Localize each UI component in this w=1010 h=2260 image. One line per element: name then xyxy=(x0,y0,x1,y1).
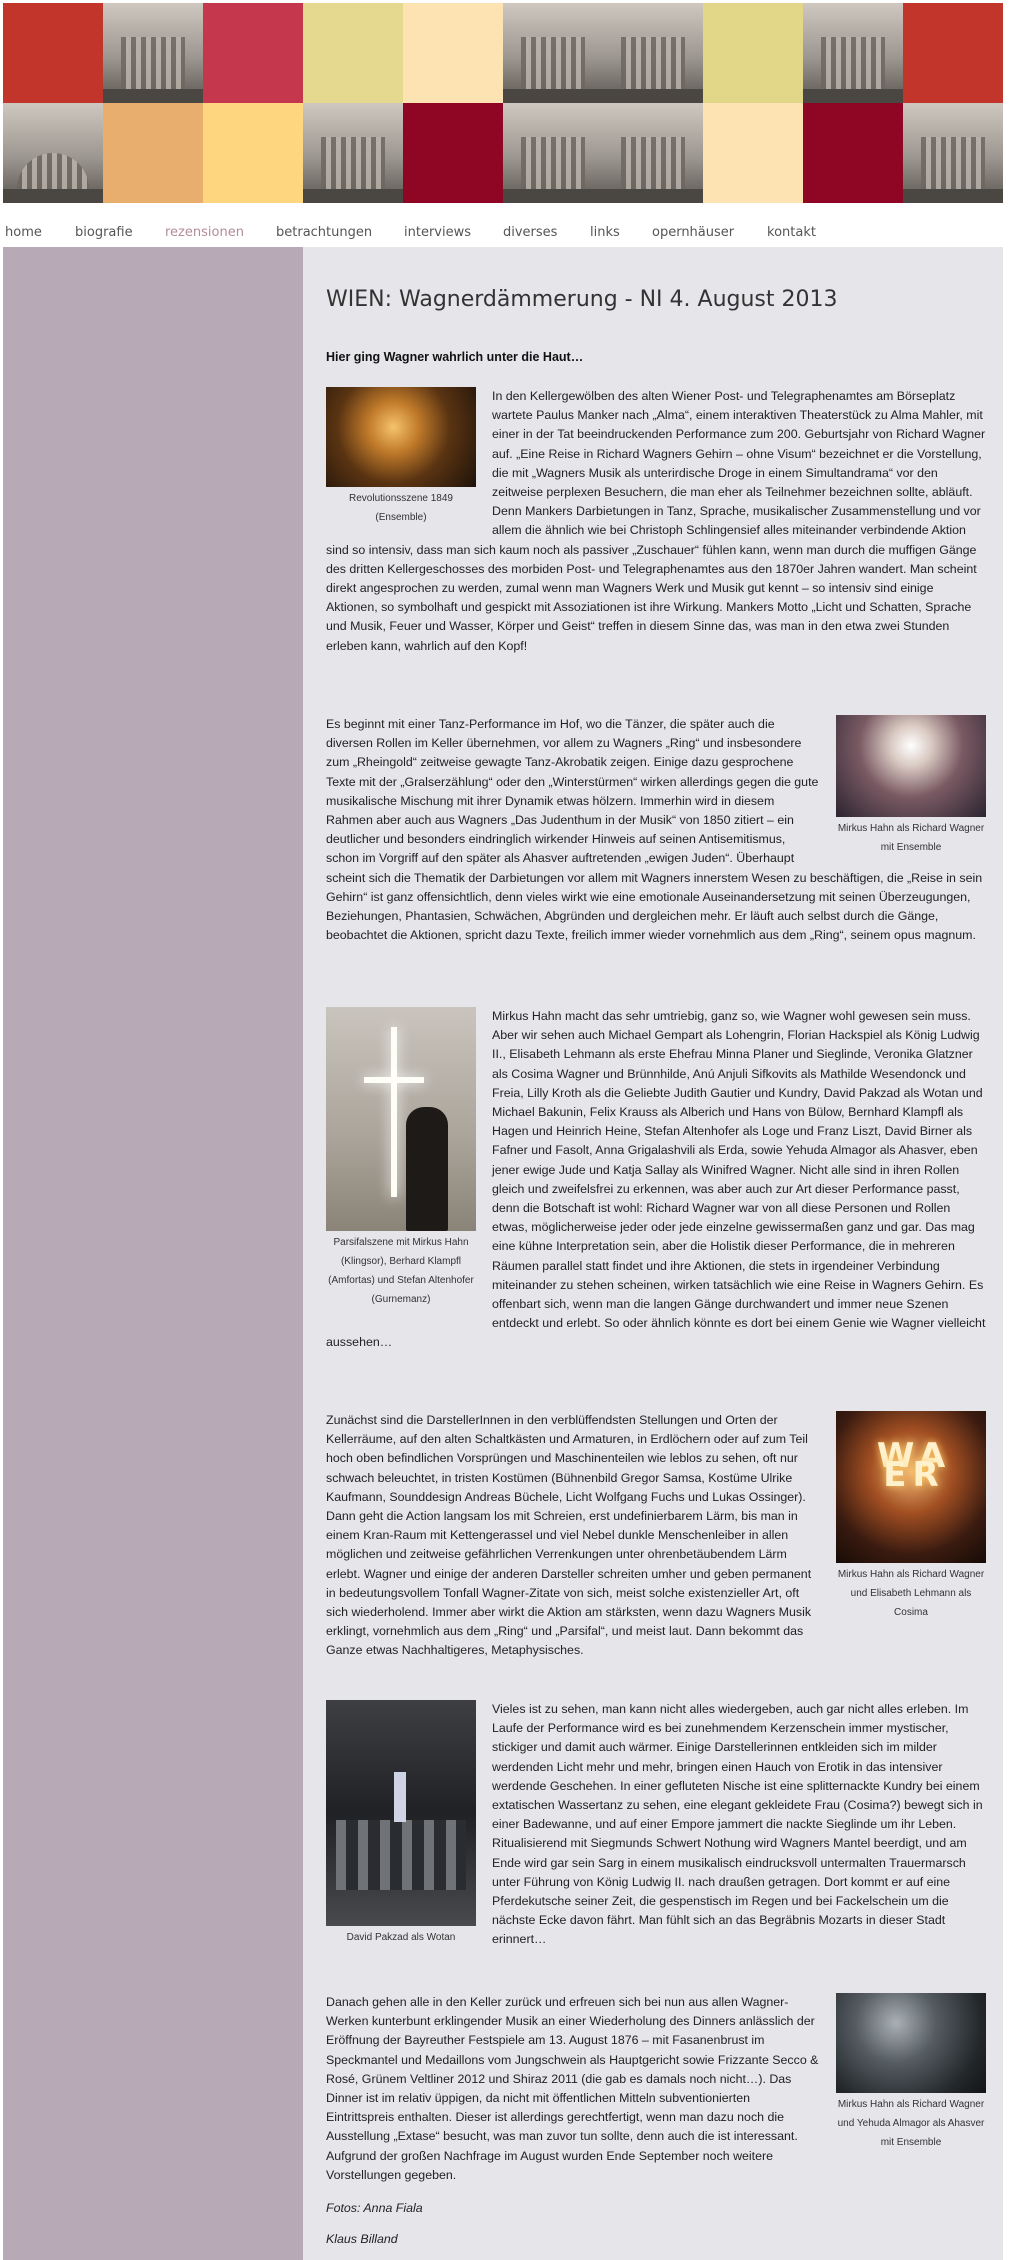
photo-hahn-ensemble xyxy=(836,715,986,817)
nav-links[interactable]: links xyxy=(590,225,620,240)
figure-caption: David Pakzad als Wotan xyxy=(346,1932,456,1943)
left-sidebar xyxy=(3,247,303,2260)
article-paragraph-4 xyxy=(326,1411,986,1661)
figure-caption: Parsifalszene mit Mirkus Hahn (Klingsor), Berhard Klampfl (Amfortas) und Stefan Altenhofer (Gurnemanz) xyxy=(328,1237,474,1305)
color-tile xyxy=(903,3,1003,103)
figure-caption: Mirkus Hahn als Richard Wagner und Elisabeth Lehmann als Cosima xyxy=(837,1569,985,1618)
article-subtitle: Hier ging Wagner wahrlich unter die Haut… xyxy=(326,350,584,364)
nav-rezensionen[interactable]: rezensionen xyxy=(165,225,244,240)
nav-diverses[interactable]: diverses xyxy=(503,225,558,240)
building-pink-photo xyxy=(603,103,703,203)
nav-opernhaeuser[interactable]: opernhäuser xyxy=(652,225,735,240)
author: Klaus Billand xyxy=(326,2232,398,2246)
page xyxy=(3,3,1003,2260)
paragraph-text: Es beginnt mit einer Tanz-Performance im Hof, wo die Tänzer, die später auch die diversen Rollen im Keller übernehmen, vor allem zu Wagners „Ring“ und insbesondere zum „Rheingold“ zeitweise gewagte Tanz-Akrobatik zeigen. Einige dazu gesprochene Texte mit der „Gralserzählung“ oder den „Winterstürmen“ wirken allerdings gegen die gute musikalische Mischung mit ihrer Dynamik etwas hölzern. Immerhin wird in diesem Rahmen aber auch aus Wagners „Das Judenthum in der Musik“ von 1850 zitiert – ein deutlicher und besonders eindringlich wirkender Hinweis auf seinen Antisemitismus, schon im Vorgriff auf den später als Ahasver auftretenden „ewigen Juden“. Überhaupt scheint sich die Thematik der Darbietungen vor allem mit Wagners innerstem Wesen zu beschäftigen, die „Reise in sein Gehirn“ ist ganz offensichtlich, denn vieles wirkt wie eine emotionale Auseinandersetzung mit seinen Überzeugungen, Beziehungen, Phantasien, Schwächen, Abgründen und dergleichen mehr. Er läuft auch selbst durch die Gänge, beobachtet die Aktionen, spricht dazu Texte, freilich immer wieder vornehmlich aus dem „Ring“, seinem opus magnum. xyxy=(326,717,983,943)
street-photo xyxy=(503,103,603,203)
article-paragraph-3 xyxy=(326,1007,986,1353)
nav-interviews[interactable]: interviews xyxy=(404,225,471,240)
color-tile xyxy=(303,3,403,103)
photo-parsifalszene xyxy=(326,1007,476,1231)
pink-theater-photo xyxy=(303,103,403,203)
figure-hahn-lehmann xyxy=(836,1411,986,1622)
photo-revolutionsszene xyxy=(326,387,476,487)
color-tile xyxy=(203,103,303,203)
paragraph-text: Vieles ist zu sehen, man kann nicht alles wiedergeben, auch gar nicht alles erleben. Im Laufe der Performance wird es bei zunehmendem Kerzenschein immer mystischer, stickiger und damit auch wärmer. Einige Darstellerinnen entkleiden sich im milder werdenden Licht mehr und mehr, bringen einen Hauch von Erotik in das intensiver werdende Geschehen. In einer gefluteten Nische ist eine splitternackte Kundry bei einem extatischen Wassertanz zu sehen, eine elegant gekleidete Frau (Cosima?) bewegt sich in einer Badewanne, und auf einer Empore jammert die nackte Sieglinde um ihr Leben. Ritualisierend mit Siegmunds Schwert Nothung wird Wagners Mantel beerdigt, und am Ende wird gar sein Sarg in einem musikalisch eindrucksvoll untermalten Trauermarsch unter Führung von König Ludwig II. nach draußen getragen. Dort kommt er auf eine Pferdekutsche seiner Zeit, die gespenstisch im Regen und bei Fackelschein um die nächste Ecke davon fährt. Man fühlt sich an das Begräbnis Mozarts in dieser Stadt erinnert… xyxy=(492,1702,983,1947)
paragraph-text: Danach gehen alle in den Keller zurück und erfreuen sich bei nun aus allen Wagner-Werken kunterbunt erklingender Musik an einer Wiederholung des Dinners anlässlich der Eröffnung der Bayreuther Festspiele am 13. August 1876 – mit Fasanenbrust im Speckmantel und Medaillons vom Jungschwein als Hauptgericht sowie Frizzante Secco & Rosé, Grünem Veltliner 2012 und Shiraz 2011 (die gab es damals noch nicht…). Das Dinner ist im relativ üppigen, da nicht mit öffentlichen Mitteln subventionierten Eintrittspreis enthalten. Dieser ist allerdings gerechtfertigt, wenn man dazu noch die Ausstellung „Extase“ besucht, was man zuvor tun sollte, denn auch die ist interessant. Aufgrund der großen Nachfrage im August wurden Ende September noch weitere Vorstellungen gegeben. xyxy=(326,1995,819,2182)
paragraph-text: In den Kellergewölben des alten Wiener Post- und Telegraphenamtes am Börseplatz wartete Paulus Manker nach „Alma“, einem interaktiven Theaterstück zu Alma Mahler, mit einer in der Tat beeindruckenden Performance zum 200. Geburtsjahr von Richard Wagner auf. „Eine Reise in Richard Wagners Gehirn – ohne Visum“ bezeichnet er die Vorstellung, die mit „Wagners Musik als unterirdische Droge in einem Simultandrama“ vor den zeitweise perplexen Besuchern, die man eher als Teilnehmer bezeichnen sollte, abläuft. Denn Mankers Darbietungen in Tanz, Sprache, musikalischer Zusammenstellung und vor allem die ähnlich wie bei Christoph Schlingensief alles miteinander verbindende Aktion sind so intensiv, dass man sich kaum noch als passiver „Zuschauer“ fühlen kann, wenn man durch die muffigen Gänge des dritten Kellergeschosses des morbiden Post- und Telegraphenamtes aus den 1870er Jahren wandert. Man scheint direkt angesprochen zu werden, zumal wenn man Wagners Werk und Musik gut kennt – so intensiv sind einige Aktionen, so symbolhaft und gespickt mit Assoziationen ist ihre Wirkung. Mankers Motto „Licht und Schatten, Sprache und Musik, Feuer und Wasser, Körper und Geist“ treffen in diesem Sinne das, was man in den etwa zwei Stunden erleben kann, wahrlich auf den Kopf! xyxy=(326,389,986,653)
article-paragraph-2 xyxy=(326,715,986,945)
figure-revolutionsszene xyxy=(326,387,476,527)
article-title: WIEN: Wagnerdämmerung - NI 4. August 2013 xyxy=(326,287,838,312)
nav-betrachtungen[interactable]: betrachtungen xyxy=(276,225,373,240)
photo-graffiti-text: WA ER xyxy=(876,1436,952,1496)
opera-flurt-photo xyxy=(603,3,703,103)
nav-kontakt[interactable]: kontakt xyxy=(767,225,816,240)
figure-caption: Mirkus Hahn als Richard Wagner und Yehuda Almagor als Ahasver mit Ensemble xyxy=(837,2099,985,2148)
nav-biografie[interactable]: biografie xyxy=(75,225,133,240)
figure-caption: Revolutionsszene 1849 (Ensemble) xyxy=(349,493,453,523)
opera-house-photo xyxy=(103,3,203,103)
paragraph-text: Mirkus Hahn macht das sehr umtriebig, ganz so, wie Wagner wohl gewesen sein muss. Aber wir sehen auch Michael Gempart als Lohengrin, Florian Hackspiel als König Ludwig II., Elisabeth Lehmann als erste Ehefrau Minna Planer und Sieglinde, Veronika Glatzner als Cosima Wagner und Brünnhilde, Anú Anjuli Sifkovits als Mathilde Wesendonck und Freia, Lilly Kroth als die Geliebte Judith Gautier und Kundry, David Pakzad als Wotan und Michael Bakunin, Felix Krauss als Alberich und Hans von Bülow, Bernhard Klampfl als Hagen und Heinrich Heine, Stefan Altenhofer als Loge und Franz Liszt, David Birner als Fafner und Fasolt, Anna Grigalashvili als Erda, sowie Yehuda Almagor als Ahasver, eben jener ewige Jude und Katja Sallay als Winifred Wagner. Nicht alle sind in ihren Rollen gleich und zweifelsfrei zu erkennen, was aber auch zur Art dieser Performance passt, denn die Botschaft ist wohl: Richard Wagner war von all diese Personen und Rollen etwas, möglicherweise jeder oder jede einzelne gewissermaßen ganz und gar. Das mag eine kühne Interpretation sein, aber die Holistik dieser Performance, die in mehreren Räumen parallel statt findet und ihre Aktionen, die stets in irgendeiner Verbindung miteinander zu stehen scheinen, wirken tatsächlich wie eine Reise in Wagners Gehirn. Es offenbart sich, wenn man die langen Gänge durchwandert und immer neue Szenen entdeckt und erlebt. So oder ähnlich könnte es dort bei einem Genie wie Wagner vielleicht aussehen… xyxy=(326,1009,986,1350)
color-tile xyxy=(703,3,803,103)
figure-parsifalszene xyxy=(326,1007,476,1309)
paragraph-text: Zunächst sind die DarstellerInnen in den verblüffendsten Stellungen und Orten der Kellerräume, auf den alten Schaltkästen und Armaturen, in Erdlöchern oder auf zum Teil hoch oben befindlichen Vorsprüngen und Maschinenteilen wie leblos zu sehen, oft nur schwach beleuchtet, in tristen Kostümen (Bühnenbild Gregor Samsa, Kostüme Ulrike Kaufmann, Sounddesign Andreas Büchele, Licht Wolfgang Fuchs und Lukas Ossinger). Dann geht die Action langsam los mit Schreien, erst undefinierbarem Lärm, bis man in einem Kran-Raum mit Kettengerassel und viel Nebel dunkle Menschenleiber in allen möglichen und zeitweise gefährlichen Verrenkungen unter ohrenbetäubendem Lärm erlebt. Wagner und einige der anderen Darsteller schreiten umher und geben permanent in bedeutungsvollem Tonfall Wagner-Zitate von sich, meist solche existenzieller Art, oft sich wiederholend. Immer aber wirkt die Aktion am stärksten, wenn dazu Wagners Musik erklingt, vornehmlich aus dem „Ring“ und „Parsifal“, und meist laut. Dann bekommt das Ganze etwas Nachhaltigeres, Metaphysisches. xyxy=(326,1413,812,1658)
article xyxy=(303,247,1003,2260)
theater-photo xyxy=(803,3,903,103)
color-tile xyxy=(403,3,503,103)
color-tile xyxy=(203,3,303,103)
main-nav xyxy=(3,221,1003,245)
figure-hahn-almagor xyxy=(836,1993,986,2152)
article-paragraph-1 xyxy=(326,387,986,656)
color-tile xyxy=(403,103,503,203)
color-tile xyxy=(703,103,803,203)
modern-building-photo xyxy=(503,3,603,103)
figure-caption: Mirkus Hahn als Richard Wagner mit Ensemble xyxy=(837,823,985,853)
article-paragraph-6 xyxy=(326,1993,986,2185)
article-paragraph-5 xyxy=(326,1700,986,1953)
header-mosaic xyxy=(3,3,1003,203)
photo-hahn-lehmann xyxy=(836,1411,986,1563)
photo-hahn-almagor xyxy=(836,1993,986,2093)
photo-credit: Fotos: Anna Fiala xyxy=(326,2201,423,2215)
royal-albert-hall-photo xyxy=(3,103,103,203)
photo-pakzad-wotan xyxy=(326,1700,476,1926)
palace-photo xyxy=(903,103,1003,203)
figure-hahn-ensemble xyxy=(836,715,986,857)
color-tile xyxy=(3,3,103,103)
figure-pakzad-wotan xyxy=(326,1700,476,1947)
color-tile xyxy=(803,103,903,203)
color-tile xyxy=(103,103,203,203)
nav-home[interactable]: home xyxy=(5,225,42,240)
